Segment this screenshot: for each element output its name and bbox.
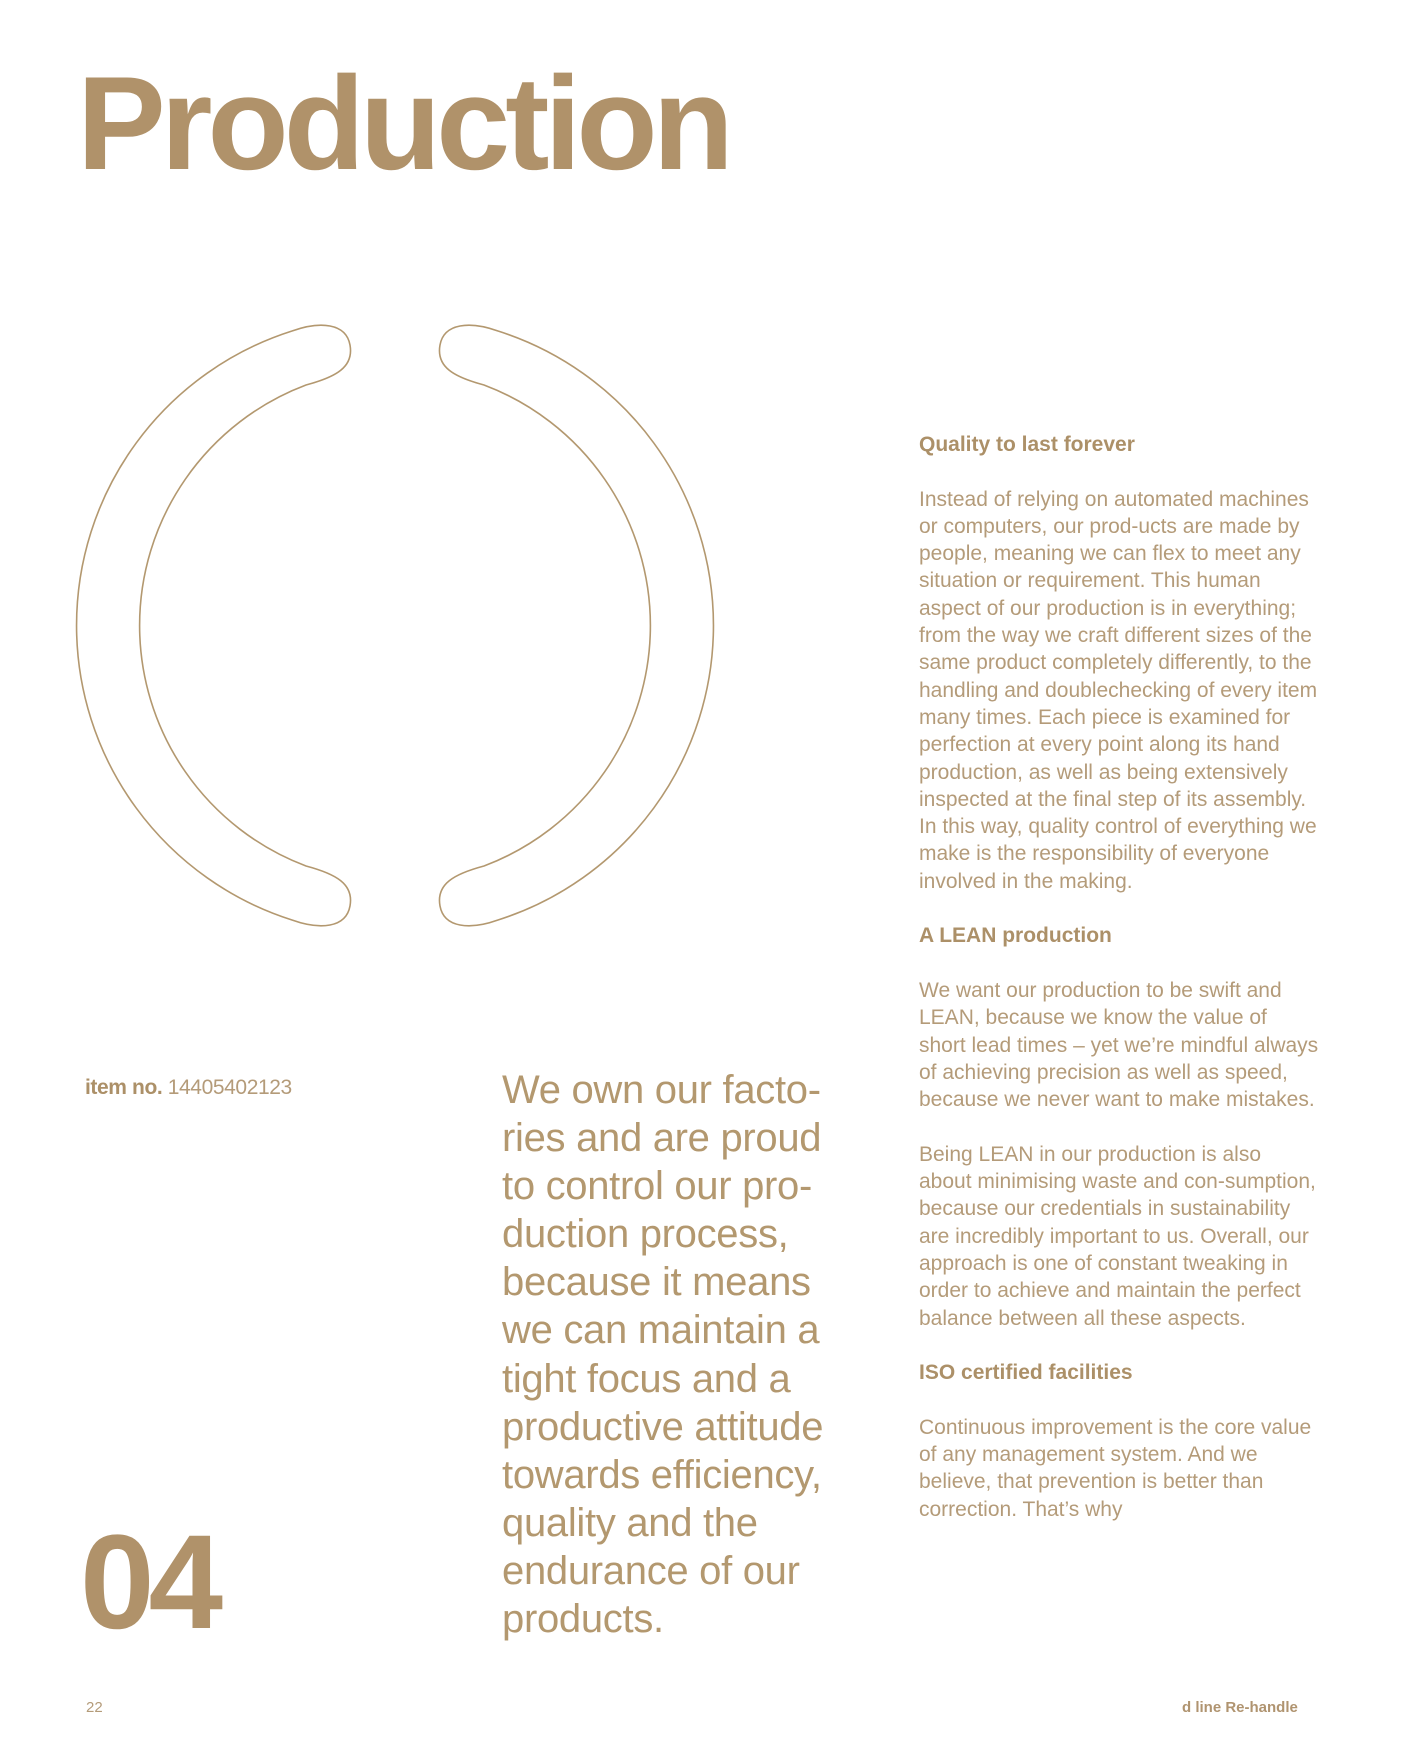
quote-line: we can maintain a: [502, 1308, 820, 1353]
quote-line: to control our pro-: [502, 1164, 813, 1209]
section-heading-iso: ISO certified facilities: [919, 1361, 1133, 1385]
quote-line: endurance of our: [502, 1548, 800, 1593]
quote-line: productive attitude: [502, 1404, 824, 1449]
handle-outline-icon: [70, 315, 720, 940]
quote-line: We own our facto-: [502, 1068, 821, 1112]
item-value: 14405402123: [167, 1076, 292, 1099]
quote-line: tight focus and a: [502, 1356, 791, 1401]
item-label: item no.: [85, 1076, 163, 1099]
section-body-quality: Instead of relying on automated machines or computers, our prod-ucts are made by people, meaning we can flex to meet any situation or requirement. This human aspect of our production is in everything; from the way we craft different sizes of the same product completely differently, to the handling and doublechecking of every item many times. Each piece is examined for perfection at every point along its hand production, as well as being extensively inspected at the final step of its assembly. In this way, quality control of everything we make is the responsibility of everyone involved in the making.: [919, 487, 1318, 893]
text-column: [919, 431, 1319, 1550]
section-body-iso: Continuous improvement is the core value of any management system. And we believe, that prevention is better than correction. That’s why: [919, 1415, 1312, 1521]
section-heading-lean: A LEAN production: [919, 924, 1112, 948]
pull-quote: [502, 1066, 862, 1643]
quote-line: towards efficiency,: [502, 1452, 822, 1497]
quote-line: quality and the: [502, 1500, 758, 1545]
section-body-lean-2: Being LEAN in our production is also about minimising waste and con-sumption, because our credentials in sustainability are incredibly important to us. Overall, our approach is one of constant tweaking in order to achieve and maintain the perfect balance between all these aspects.: [919, 1142, 1316, 1330]
section-heading-quality: Quality to last forever: [919, 433, 1135, 456]
page-number: 22: [86, 1699, 103, 1716]
quote-line: because it means: [502, 1260, 811, 1305]
footer-brand: d line Re-handle: [1182, 1699, 1298, 1716]
section-number: 04: [80, 1508, 218, 1657]
quote-line: ries and are proud: [502, 1116, 822, 1161]
quote-line: products.: [502, 1597, 664, 1642]
section-body-lean-1: We want our production to be swift and LEAN, because we know the value of short lead times – yet we’re mindful always of achieving precision as well as speed, because we never want to make mistakes.: [919, 978, 1319, 1112]
quote-line: duction process,: [502, 1212, 789, 1257]
page-title: Production: [77, 50, 729, 198]
item-number: [85, 1076, 292, 1100]
